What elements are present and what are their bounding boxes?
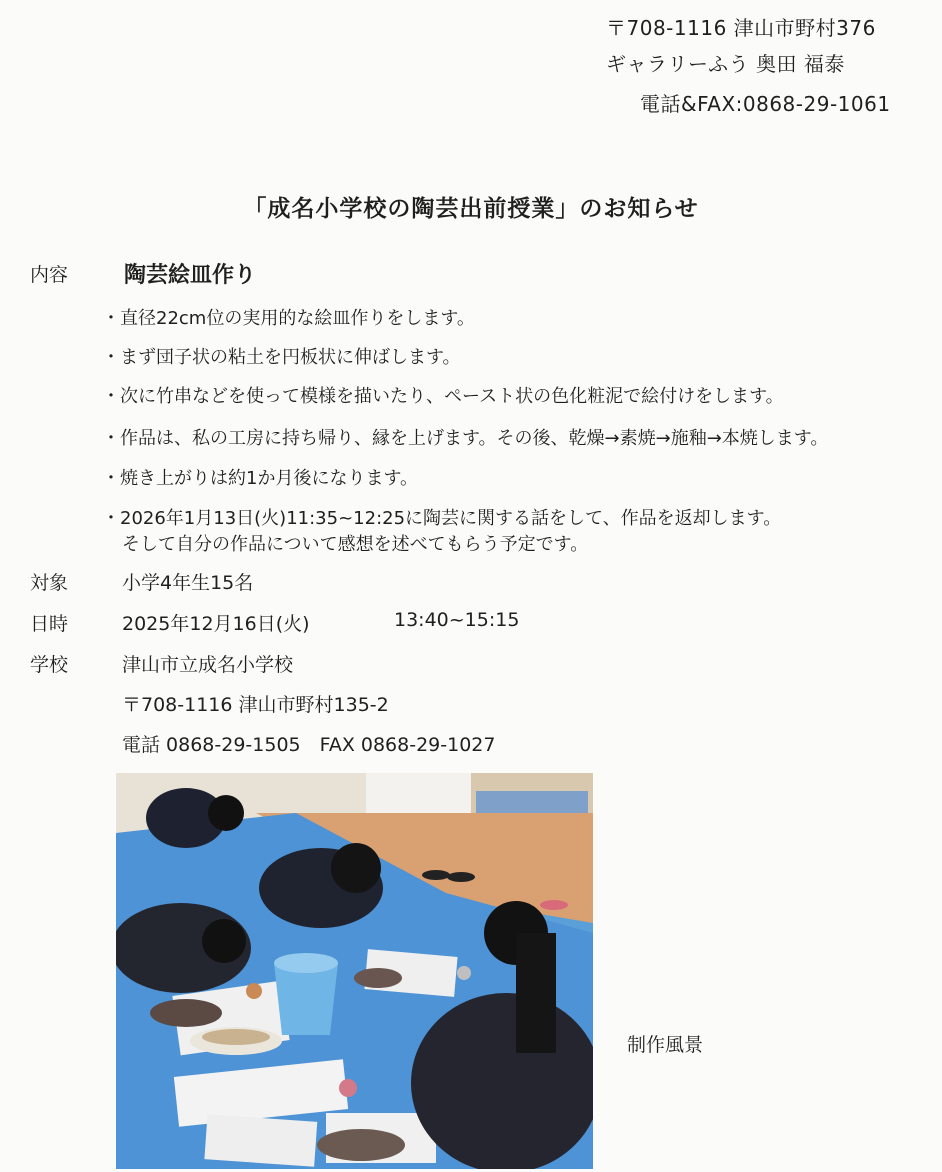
datetime-label: 日時 [30,613,69,635]
page-title: 「成名小学校の陶芸出前授業」のお知らせ [243,196,699,222]
bullet-item: ・まず団子状の粘土を円板状に伸ばします。 [102,347,461,368]
target-value: 小学4年生15名 [122,572,254,594]
bullet-item-return: ・2026年1月13日(火)11:35~12:25に陶芸に関する話をして、作品を返却します。 そして自分の作品について感想を述べてもらう予定です。 [102,508,782,555]
sender-postal: 〒708-1116 津山市野村376 [606,16,876,40]
photo-caption: 制作風景 [627,1034,704,1056]
sender-gallery: ギャラリーふう 奥田 福泰 [606,52,845,76]
content-subtitle: 陶芸絵皿作り [124,263,257,288]
content-label: 内容 [30,264,69,286]
workshop-photo [116,773,593,1169]
school-label: 学校 [30,654,69,676]
bullet-item: ・次に竹串などを使って模様を描いたり、ペースト状の色化粧泥で絵付けをします。 [102,386,784,407]
sender-phone: 電話&FAX:0868-29-1061 [640,92,891,116]
workshop-photo-illustration [116,773,593,1169]
datetime-date: 2025年12月16日(火) [122,613,310,635]
bullet-item: ・直径22cm位の実用的な絵皿作りをします。 [102,308,475,329]
bullet-item: ・作品は、私の工房に持ち帰り、縁を上げます。その後、乾燥→素焼→施釉→本焼します。 [102,428,829,449]
clipped-top-text [30,0,36,12]
target-label: 対象 [30,572,69,594]
school-name: 津山市立成名小学校 [122,654,294,676]
datetime-time: 13:40~15:15 [394,609,520,631]
school-postal: 〒708-1116 津山市野村135-2 [122,694,389,716]
school-phone: 電話 0868-29-1505 FAX 0868-29-1027 [122,734,496,756]
bullet-item: ・焼き上がりは約1か月後になります。 [102,468,419,489]
